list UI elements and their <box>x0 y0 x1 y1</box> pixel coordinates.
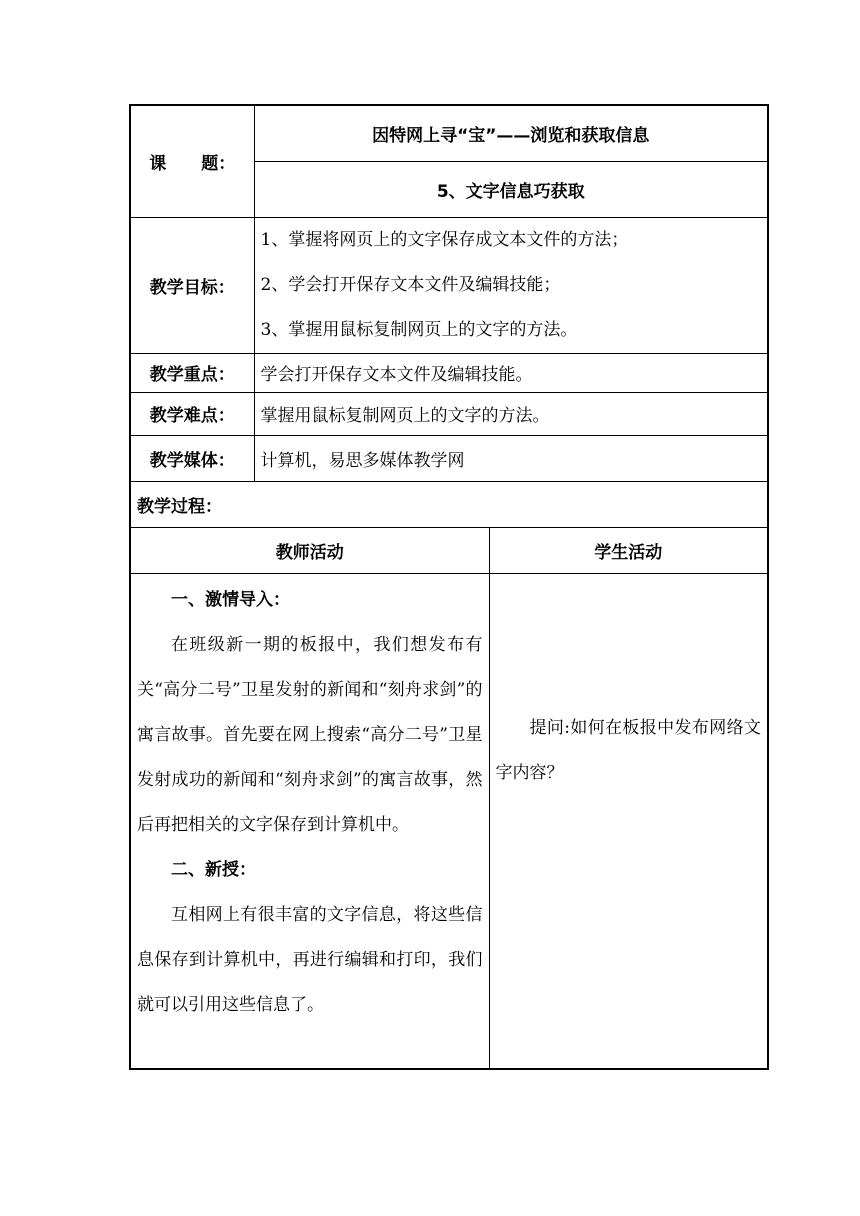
topic-row <box>130 105 768 161</box>
topic-label-char2: 题： <box>201 153 236 174</box>
lesson-title: 因特网上寻“宝”——浏览和获取信息 <box>254 105 768 161</box>
intro-heading: 一、激情导入： <box>171 589 290 610</box>
intro-text: 在班级新一期的板报中，我们想发布有关“高分二号”卫星发射的新闻和“刻舟求剑”的寓言故事。首先要在网上搜索“高分二号”卫星发射成功的新闻和“刻舟求剑”的寓言故事，然后再把相关的文字保存到计算机中。 <box>137 634 483 835</box>
key-point-label: 教学重点： <box>130 353 254 392</box>
key-point-row <box>130 353 768 392</box>
student-activity-header: 学生活动 <box>489 527 768 573</box>
activity-header-row <box>130 527 768 573</box>
topic-label-char1: 课 <box>149 153 167 174</box>
media-label: 教学媒体： <box>130 435 254 481</box>
goal-item: 2、学会打开保存文本文件及编辑技能； <box>260 274 561 295</box>
activity-content-row <box>130 573 768 1069</box>
goals-label: 教学目标： <box>130 217 254 353</box>
new-lesson-heading: 二、新授： <box>171 859 256 880</box>
teacher-activity-header: 教师活动 <box>130 527 489 573</box>
difficulty-label: 教学难点： <box>130 392 254 435</box>
teacher-activity-cell <box>130 573 489 1069</box>
key-point-value: 学会打开保存文本文件及编辑技能。 <box>254 353 768 392</box>
goals-list <box>254 217 768 353</box>
student-question: 提问:如何在板报中发布网络文字内容？ <box>495 717 762 783</box>
lesson-plan-table <box>129 104 769 1070</box>
lesson-subtitle: 5、文字信息巧获取 <box>254 161 768 217</box>
goals-row <box>130 217 768 353</box>
difficulty-row <box>130 392 768 435</box>
student-activity-cell <box>489 573 768 1069</box>
process-row <box>130 481 768 527</box>
goal-item: 1、掌握将网页上的文字保存成文本文件的方法； <box>260 229 629 250</box>
media-row <box>130 435 768 481</box>
media-value: 计算机，易思多媒体教学网 <box>254 435 768 481</box>
goal-item: 3、掌握用鼠标复制网页上的文字的方法。 <box>260 319 578 340</box>
process-label: 教学过程： <box>130 481 768 527</box>
topic-label <box>130 105 254 217</box>
difficulty-value: 掌握用鼠标复制网页上的文字的方法。 <box>254 392 768 435</box>
new-lesson-text: 互相网上有很丰富的文字信息，将这些信息保存到计算机中，再进行编辑和打印，我们就可以引用这些信息了。 <box>137 904 483 1015</box>
